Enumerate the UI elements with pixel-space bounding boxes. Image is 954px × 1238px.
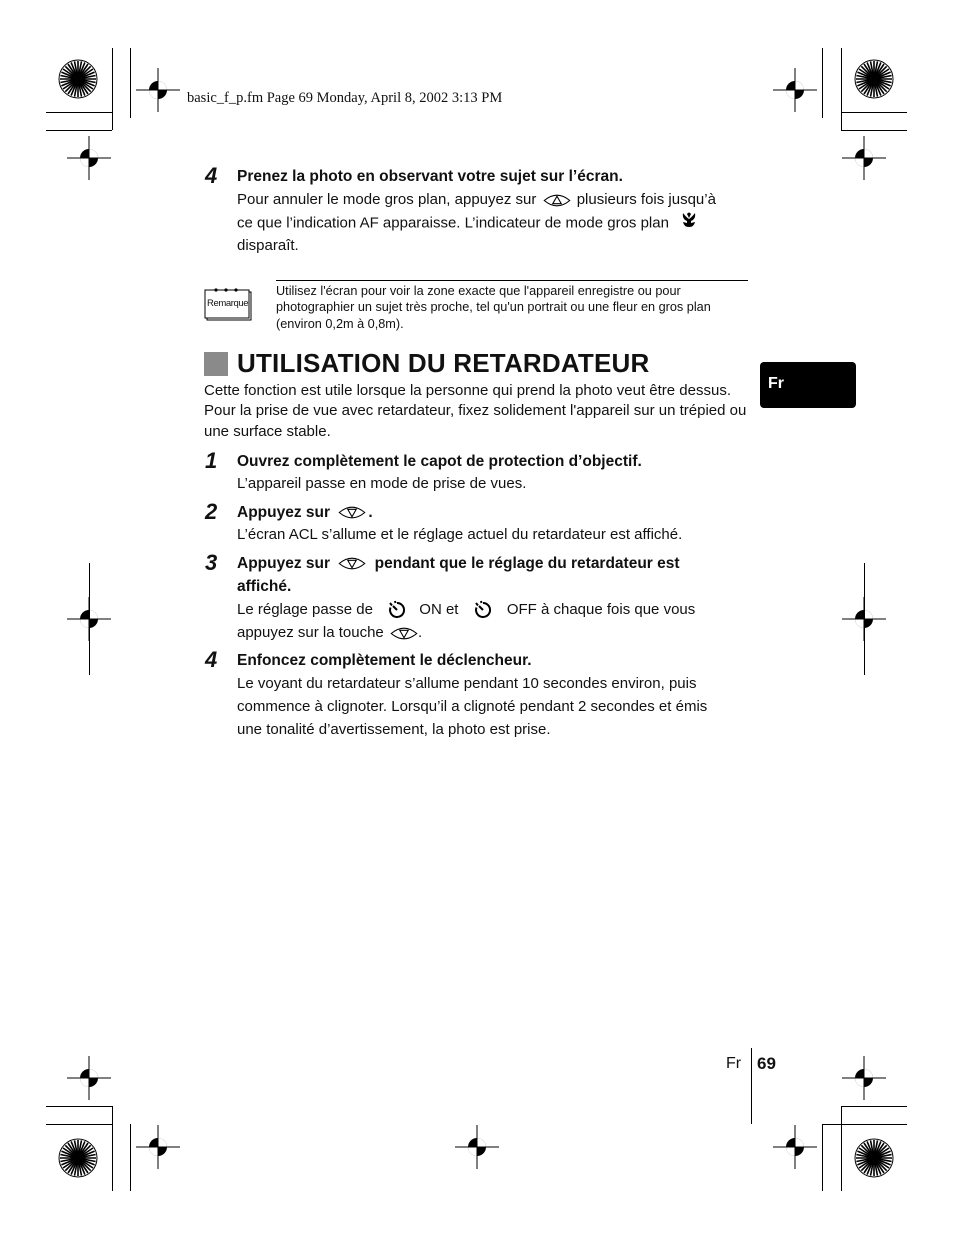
footer-divider [751,1048,752,1124]
step-desc: commence à clignoter. Lorsqu’il a clignoté pendant 2 secondes et émis [237,698,708,715]
registration-mark-icon [842,136,886,180]
step-desc: Le réglage passe de ON et OFF à chaque fois que vous [237,598,695,621]
self-timer-icon [387,600,407,620]
step-desc: L’appareil passe en mode de prise de vues. [237,475,527,492]
step-desc: appuyez sur la touche . [237,624,423,641]
step-number: 4 [205,163,218,188]
registration-mark-icon [136,1125,180,1169]
step-title: Enfoncez complètement le déclencheur. [237,652,532,669]
step-number: 1 [205,448,218,473]
step-title: Prenez la photo en observant votre sujet sur l’écran. [237,168,623,185]
starburst-target-icon [58,59,98,99]
step-number: 4 [205,647,218,672]
remarque-note-icon [204,287,252,321]
language-tab: Fr [760,362,856,408]
step-desc: Le voyant du retardateur s’allume pendant 10 secondes environ, puis [237,675,697,692]
self-timer-icon [473,600,493,620]
macro-flower-icon [679,211,699,236]
starburst-target-icon [854,1138,894,1178]
remarque-label: Remarque [207,298,249,309]
down-arrow-button-icon [390,625,418,642]
starburst-target-icon [854,59,894,99]
step-desc-line: ce que l’indication AF apparaisse. L’indicateur de mode gros plan [237,211,699,236]
registration-mark-icon [67,1056,111,1100]
step-desc-line: Pour annuler le mode gros plan, appuyez sur plusieurs fois jusqu’à [237,191,716,208]
section-title: UTILISATION DU RETARDATEUR [237,348,650,378]
step-desc: une tonalité d’avertissement, la photo est prise. [237,721,551,738]
footer-lang: Fr [726,1055,742,1072]
section-intro: Cette fonction est utile lorsque la personne qui prend la photo veut être dessus. Pour la prise de vue avec retardateur, fixez solidement l'appareil sur un trépied ou une surface stable. [204,382,747,440]
step-title: Appuyez sur pendant que le réglage du retardateur est [237,555,680,572]
registration-mark-icon [773,1125,817,1169]
registration-mark-icon [455,1125,499,1169]
registration-mark-icon [842,1056,886,1100]
file-header: basic_f_p.fm Page 69 Monday, April 8, 2002 3:13 PM [187,90,503,106]
step-title: Ouvrez complètement le capot de protection d’objectif. [237,453,642,470]
starburst-target-icon [58,1138,98,1178]
down-arrow-button-icon [338,555,366,572]
note-text: Utilisez l'écran pour voir la zone exacte que l'appareil enregistre ou pour photographier un sujet très proche, tel qu'un portrait ou une fleur en gros plan (environ 0,2m à 0,8m). [276,284,711,331]
page-number: 69 [757,1054,776,1073]
section-marker [204,352,228,376]
registration-mark-icon [67,136,111,180]
step-number: 2 [205,499,218,524]
registration-mark-icon [136,68,180,112]
step-title-cont: affiché. [237,578,292,595]
step-desc: L’écran ACL s’allume et le réglage actuel du retardateur est affiché. [237,526,683,543]
step-desc-line: disparaît. [237,237,299,254]
registration-mark-icon [773,68,817,112]
up-arrow-button-icon [543,192,571,209]
step-title: Appuyez sur . [237,504,373,521]
step-number: 3 [205,550,218,575]
down-arrow-button-icon [338,504,366,521]
